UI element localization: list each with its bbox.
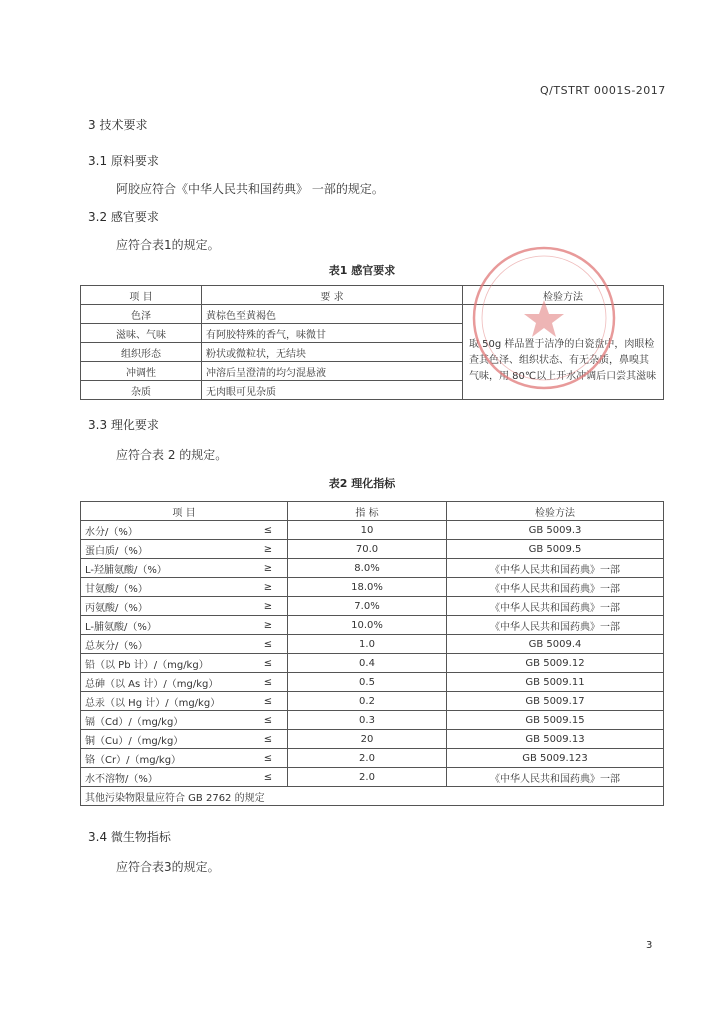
table-row — [81, 673, 664, 692]
table2-cell-method: GB 5009.17 — [447, 692, 664, 711]
table1-method-text: 取 50g 样品置于洁净的白瓷盘中，肉眼检查其色泽、组织状态、有无杂质，鼻嗅其气味，用 80℃以上开水冲调后口尝其滋味 — [463, 324, 664, 400]
table2-cell-symbol: ≤ — [249, 635, 288, 654]
table2-cell-value: 0.3 — [288, 711, 447, 730]
table2-header-indicator: 指 标 — [288, 502, 447, 521]
table2-cell-value: 0.2 — [288, 692, 447, 711]
table2-cell-item: L-脯氨酸/（%） — [81, 616, 250, 635]
table2-cell-value: 10.0% — [288, 616, 447, 635]
page-number: 3 — [646, 940, 653, 951]
table2-title: 表2 理化指标 — [328, 477, 396, 490]
table1-cell-req: 无肉眼可见杂质 — [202, 381, 463, 400]
table1-cell-item: 色泽 — [81, 305, 202, 324]
table2-cell-item: L-羟脯氨酸/（%） — [81, 559, 250, 578]
table2-cell-method: GB 5009.12 — [447, 654, 664, 673]
table2-cell-symbol: ≥ — [249, 540, 288, 559]
table2-cell-item: 水分/（%） — [81, 521, 250, 540]
table2-cell-item: 总砷（以 As 计）/（mg/kg） — [81, 673, 250, 692]
table2-header-item: 项 目 — [81, 502, 288, 521]
table2-cell-method: GB 5009.3 — [447, 521, 664, 540]
table2-cell-value: 8.0% — [288, 559, 447, 578]
section-3-3-title: 3.3 理化要求 — [88, 418, 159, 432]
table2-cell-symbol: ≥ — [249, 578, 288, 597]
table2-cell-item: 甘氨酸/（%） — [81, 578, 250, 597]
table2-cell-symbol: ≤ — [249, 692, 288, 711]
table2-cell-value: 1.0 — [288, 635, 447, 654]
table2-cell-symbol: ≤ — [249, 711, 288, 730]
table-row — [81, 768, 664, 787]
section-3-1-title: 3.1 原料要求 — [88, 154, 159, 168]
table-row — [81, 692, 664, 711]
table2-header-method: 检验方法 — [447, 502, 664, 521]
table2-cell-value: 0.5 — [288, 673, 447, 692]
document-code: Q/TSTRT 0001S-2017 — [540, 84, 666, 97]
table2-cell-item: 总灰分/（%） — [81, 635, 250, 654]
table2-cell-item: 丙氨酸/（%） — [81, 597, 250, 616]
section-3-2-title: 3.2 感官要求 — [88, 210, 159, 224]
table-row — [81, 559, 664, 578]
table2-cell-symbol: ≤ — [249, 673, 288, 692]
table-row — [81, 654, 664, 673]
table-row — [81, 730, 664, 749]
table2-cell-symbol: ≤ — [249, 768, 288, 787]
table2-cell-method: GB 5009.15 — [447, 711, 664, 730]
table1-header-method: 检验方法 — [463, 286, 664, 305]
table1-cell-item: 冲调性 — [81, 362, 202, 381]
physicochemical-indicators-table — [80, 501, 664, 806]
table2-cell-method: GB 5009.123 — [447, 749, 664, 768]
table2-cell-method: 《中华人民共和国药典》一部 — [447, 616, 664, 635]
table2-cell-item: 总汞（以 Hg 计）/（mg/kg） — [81, 692, 250, 711]
table2-cell-item: 铬（Cr）/（mg/kg） — [81, 749, 250, 768]
table1-cell-req: 黄棕色至黄褐色 — [202, 305, 463, 324]
table-row — [81, 749, 664, 768]
table2-cell-item: 铜（Cu）/（mg/kg） — [81, 730, 250, 749]
table2-cell-method: GB 5009.5 — [447, 540, 664, 559]
table1-cell-req: 粉状或微粒状，无结块 — [202, 343, 463, 362]
table2-cell-symbol: ≤ — [249, 521, 288, 540]
table2-cell-symbol: ≤ — [249, 654, 288, 673]
table1-cell-req: 有阿胶特殊的香气，味微甘 — [202, 324, 463, 343]
table2-cell-symbol: ≥ — [249, 616, 288, 635]
table2-cell-item: 蛋白质/（%） — [81, 540, 250, 559]
table1-cell-item: 组织形态 — [81, 343, 202, 362]
table2-cell-method: 《中华人民共和国药典》一部 — [447, 578, 664, 597]
table2-cell-value: 18.0% — [288, 578, 447, 597]
section-3-title: 3 技术要求 — [88, 118, 148, 132]
company-seal-stamp — [468, 242, 620, 394]
table-row — [81, 635, 664, 654]
table2-cell-value: 7.0% — [288, 597, 447, 616]
table2-cell-symbol: ≥ — [249, 559, 288, 578]
table-row — [81, 578, 664, 597]
table2-cell-symbol: ≥ — [249, 597, 288, 616]
table2-cell-item: 镉（Cd）/（mg/kg） — [81, 711, 250, 730]
table2-cell-item: 铅（以 Pb 计）/（mg/kg） — [81, 654, 250, 673]
table2-cell-method: GB 5009.11 — [447, 673, 664, 692]
table2-cell-value: 2.0 — [288, 768, 447, 787]
table-row — [81, 540, 664, 559]
table-row — [81, 787, 664, 806]
table1-cell-req: 冲溶后呈澄清的均匀混悬液 — [202, 362, 463, 381]
table2-cell-method: GB 5009.13 — [447, 730, 664, 749]
table2-cell-method: 《中华人民共和国药典》一部 — [447, 597, 664, 616]
table2-cell-value: 0.4 — [288, 654, 447, 673]
section-3-1-text: 阿胶应符合《中华人民共和国药典》 一部的规定。 — [116, 182, 384, 196]
table1-cell-item: 杂质 — [81, 381, 202, 400]
table2-cell-item: 水不溶物/（%） — [81, 768, 250, 787]
table2-cell-method: GB 5009.4 — [447, 635, 664, 654]
section-3-2-text: 应符合表1的规定。 — [116, 238, 220, 252]
section-3-3-text: 应符合表 2 的规定。 — [116, 448, 228, 462]
table1-title: 表1 感官要求 — [328, 264, 396, 277]
table-row — [81, 521, 664, 540]
table2-cell-symbol: ≤ — [249, 730, 288, 749]
table-row — [81, 616, 664, 635]
table1-header-item: 项 目 — [81, 286, 202, 305]
table1-header-requirement: 要 求 — [202, 286, 463, 305]
table1-cell-item: 滋味、气味 — [81, 324, 202, 343]
table2-cell-value: 20 — [288, 730, 447, 749]
table2-cell-method: 《中华人民共和国药典》一部 — [447, 768, 664, 787]
table2-cell-symbol: ≤ — [249, 749, 288, 768]
table-row — [81, 597, 664, 616]
table2-cell-value: 10 — [288, 521, 447, 540]
table-row — [81, 711, 664, 730]
section-3-4-text: 应符合表3的规定。 — [116, 860, 220, 874]
table2-cell-value: 70.0 — [288, 540, 447, 559]
table2-cell-value: 2.0 — [288, 749, 447, 768]
table2-cell-method: 《中华人民共和国药典》一部 — [447, 559, 664, 578]
section-3-4-title: 3.4 微生物指标 — [88, 830, 171, 844]
table2-footnote: 其他污染物限量应符合 GB 2762 的规定 — [81, 787, 664, 806]
